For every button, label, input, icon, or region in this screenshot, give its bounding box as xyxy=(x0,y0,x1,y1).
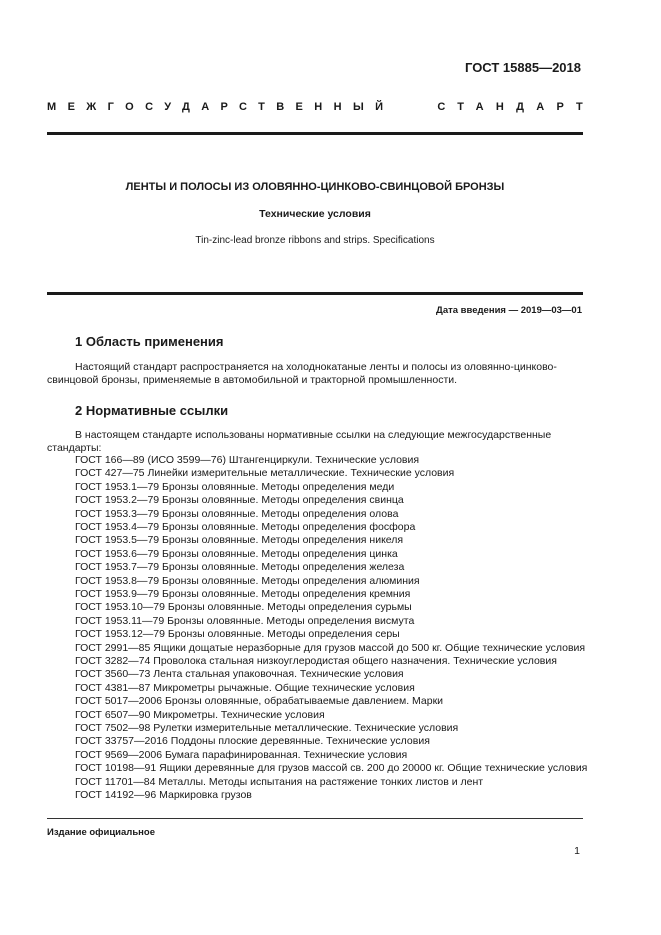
banner-word-interstate: МЕЖГОСУДАРСТВЕННЫЙ xyxy=(47,101,395,113)
reference-item: ГОСТ 2991—85 Ящики дощатые неразборные для грузов массой до 500 кг. Общие технические условия xyxy=(75,641,586,654)
reference-item: ГОСТ 6507—90 Микрометры. Технические условия xyxy=(75,708,325,721)
section-1-text-line-1: Настоящий стандарт распространяется на холоднокатаные ленты и полосы из оловянно-цинково- xyxy=(75,361,557,373)
header-divider xyxy=(47,132,583,135)
section-1-heading: 1 Область применения xyxy=(75,334,224,349)
reference-item: ГОСТ 1953.7—79 Бронзы оловянные. Методы определения железа xyxy=(75,561,405,574)
reference-item: ГОСТ 7502—98 Рулетки измерительные металлические. Технические условия xyxy=(75,722,459,734)
document-title: ЛЕНТЫ И ПОЛОСЫ ИЗ ОЛОВЯННО-ЦИНКОВО-СВИНЦОВОЙ БРОНЗЫ xyxy=(125,181,505,193)
reference-item: ГОСТ 166—89 (ИСО 3599—76) Штангенциркули. Технические условия xyxy=(75,454,420,466)
reference-item: ГОСТ 1953.4—79 Бронзы оловянные. Методы определения фосфора xyxy=(75,521,416,533)
english-title: Tin-zinc-lead bronze ribbons and strips. Specifications xyxy=(195,235,435,246)
banner-word-standard: СТАНДАРТ xyxy=(437,101,595,113)
section-2-heading: 2 Нормативные ссылки xyxy=(75,403,229,418)
footer-divider xyxy=(47,818,583,819)
section-1-text-line-2: свинцовой бронзы, применяемые в автомобильной и тракторной промышленности. xyxy=(47,374,458,386)
section-2-intro-line-1: В настоящем стандарте использованы нормативные ссылки на следующие межгосударственные xyxy=(75,429,552,441)
edition-note: Издание официальное xyxy=(47,827,155,838)
reference-item: ГОСТ 427—75 Линейки измерительные металлические. Технические условия xyxy=(75,467,455,480)
reference-item: ГОСТ 3282—74 Проволока стальная низкоуглеродистая общего назначения. Технические условия xyxy=(75,655,557,667)
reference-item: ГОСТ 33757—2016 Поддоны плоские деревянные. Технические условия xyxy=(75,735,430,748)
reference-item: ГОСТ 3560—73 Лента стальная упаковочная. Технические условия xyxy=(75,668,404,681)
reference-item: ГОСТ 9569—2006 Бумага парафинированная. Технические условия xyxy=(75,748,408,761)
reference-item: ГОСТ 1953.1—79 Бронзы оловянные. Методы определения меди xyxy=(75,480,395,493)
reference-item: ГОСТ 5017—2006 Бронзы оловянные, обрабатываемые давлением. Марки xyxy=(75,695,444,708)
reference-item: ГОСТ 1953.5—79 Бронзы оловянные. Методы определения никеля xyxy=(75,534,404,547)
reference-item: ГОСТ 11701—84 Металлы. Методы испытания на растяжение тонких листов и лент xyxy=(75,775,484,788)
introduction-date: Дата введения — 2019—03—01 xyxy=(436,305,582,316)
reference-item: ГОСТ 1953.3—79 Бронзы оловянные. Методы определения олова xyxy=(75,507,399,520)
title-divider xyxy=(47,292,583,295)
reference-item: ГОСТ 1953.8—79 Бронзы оловянные. Методы определения алюминия xyxy=(75,574,420,587)
reference-item: ГОСТ 14192—96 Маркировка грузов xyxy=(75,789,252,801)
section-2-intro-line-2: стандарты: xyxy=(47,442,102,454)
reference-item: ГОСТ 1953.2—79 Бронзы оловянные. Методы определения свинца xyxy=(75,494,404,507)
reference-item: ГОСТ 10198—91 Ящики деревянные для грузов массой св. 200 до 20000 кг. Общие технические условия xyxy=(75,762,588,775)
standard-code: ГОСТ 15885—2018 xyxy=(465,60,581,75)
reference-item: ГОСТ 1953.12—79 Бронзы оловянные. Методы определения серы xyxy=(75,628,400,641)
document-subtitle: Технические условия xyxy=(259,208,371,220)
page-number: 1 xyxy=(574,845,580,857)
interstate-standard-banner xyxy=(47,101,595,113)
reference-item: ГОСТ 1953.6—79 Бронзы оловянные. Методы определения цинка xyxy=(75,547,398,560)
reference-item: ГОСТ 1953.10—79 Бронзы оловянные. Методы определения сурьмы xyxy=(75,601,412,614)
reference-item: ГОСТ 1953.9—79 Бронзы оловянные. Методы определения кремния xyxy=(75,588,411,600)
reference-item: ГОСТ 4381—87 Микрометры рычажные. Общие технические условия xyxy=(75,681,415,694)
reference-item: ГОСТ 1953.11—79 Бронзы оловянные. Методы определения висмута xyxy=(75,614,415,627)
